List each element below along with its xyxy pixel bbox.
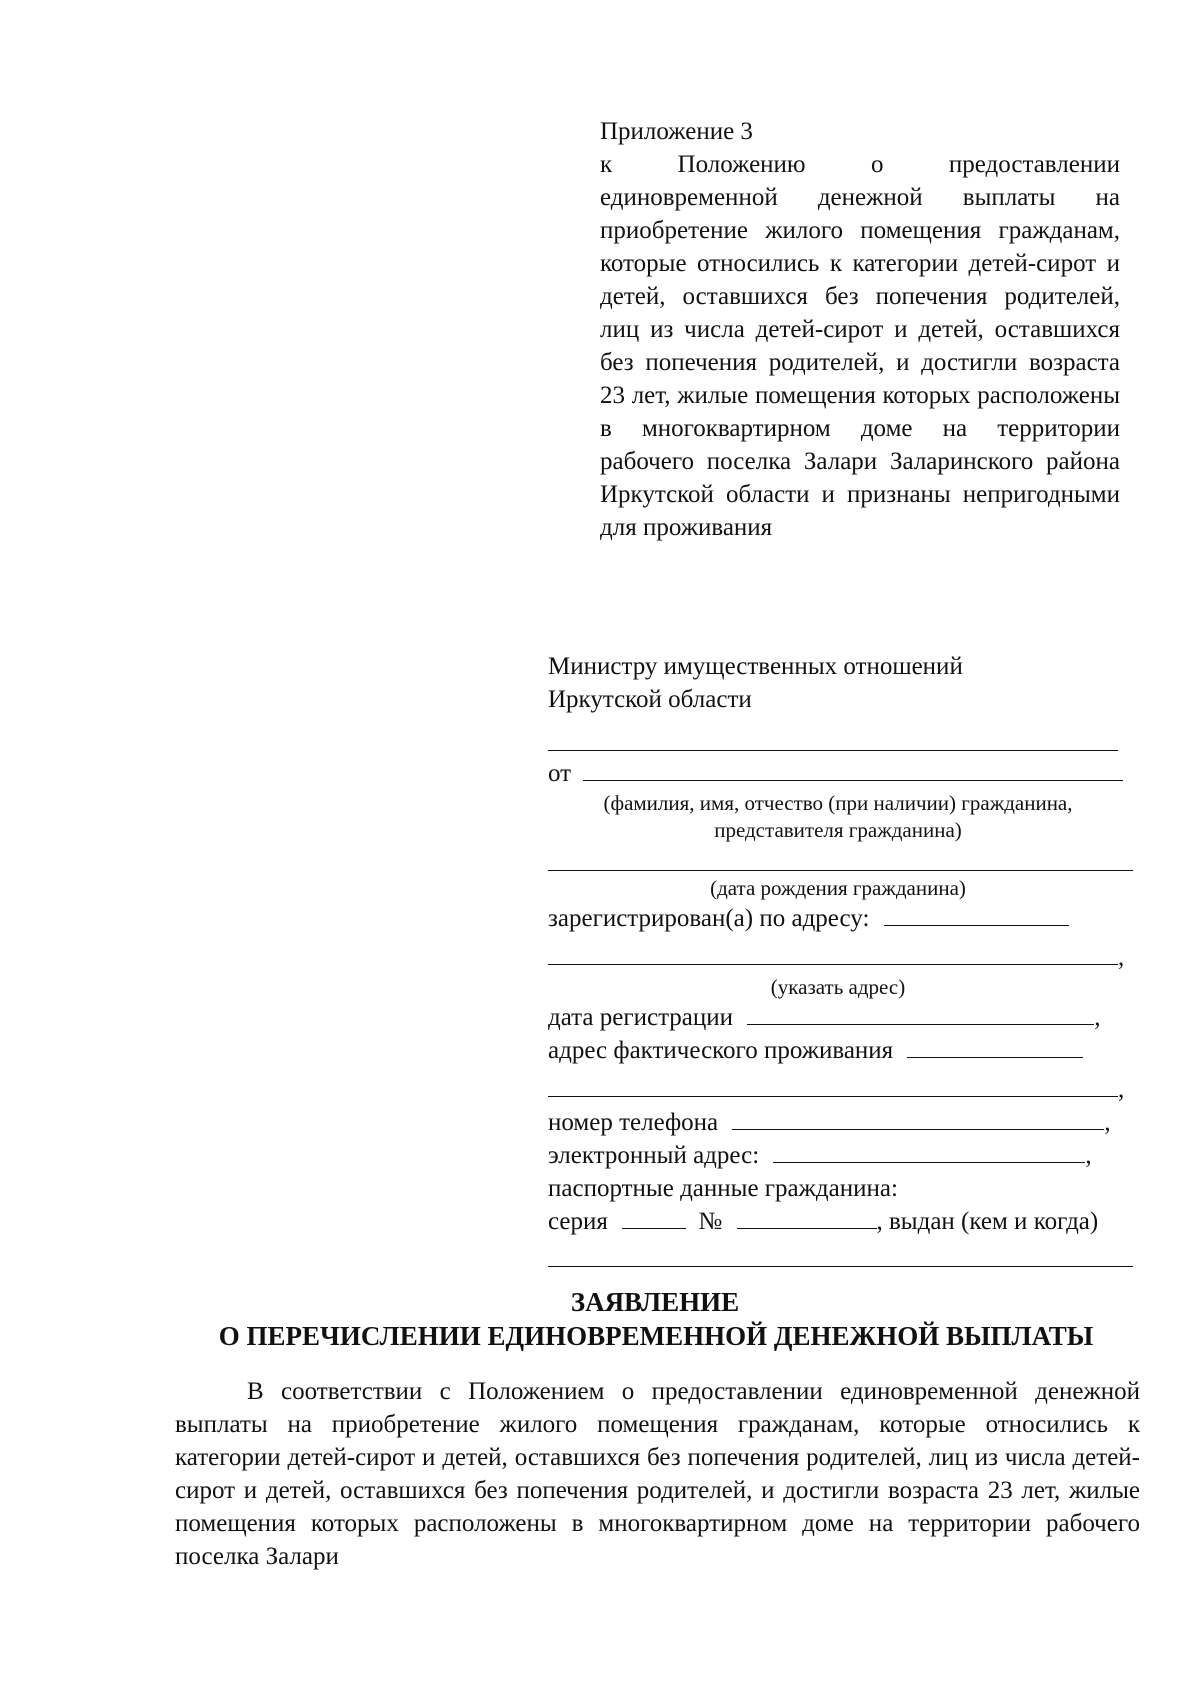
addressee-block: [548, 650, 1123, 716]
name-hint-1: (фамилия, имя, отчество (при наличии) гражданина,: [603, 791, 1073, 815]
phone-line: [732, 1107, 1104, 1130]
birth-date-line: [548, 848, 1133, 871]
name-hint-2: представителя гражданина): [714, 818, 962, 842]
comma: ,: [1085, 1142, 1092, 1169]
addressee-name-line: [548, 728, 1118, 751]
from-row: [548, 757, 1138, 790]
statement-heading-1: ЗАЯВЛЕНИЕ: [570, 1287, 740, 1317]
birth-date-hint: (дата рождения гражданина): [710, 876, 966, 900]
comma: ,: [1094, 1004, 1101, 1031]
registered-address-line-2: [548, 942, 1118, 965]
email-line: [773, 1140, 1085, 1163]
applicant-name-line: [583, 758, 1123, 781]
number-line: [737, 1206, 877, 1229]
actual-address-line-2: [548, 1074, 1118, 1097]
actual-address-label: адрес фактического проживания: [548, 1037, 894, 1064]
reg-date-label: дата регистрации: [548, 1004, 734, 1031]
addressee-line-2: Иркутской области: [548, 686, 752, 713]
reg-date-line: [747, 1002, 1094, 1025]
actual-address-line: [907, 1035, 1083, 1058]
issued-by-line: [548, 1244, 1133, 1267]
email-label: электронный адрес:: [548, 1142, 760, 1169]
reg-date-row: [548, 1001, 1138, 1034]
series-row: [548, 1205, 1138, 1238]
phone-row: [548, 1106, 1138, 1139]
series-line: [622, 1206, 686, 1229]
registered-address-row: [548, 941, 1138, 974]
series-label: серия: [548, 1208, 608, 1235]
comma: ,: [1118, 1076, 1125, 1103]
registered-row: [548, 902, 1138, 935]
registered-label: зарегистрирован(а) по адресу:: [548, 905, 870, 932]
from-label: от: [548, 760, 572, 787]
statement-text: В соответствии с Положением о предоставлении единовременной денежной выплаты на приобретение жилого помещения гражданам, которые относились к категории детей-сирот и детей, оставшихся без попечения родителей, лиц из числа детей-сирот и детей, оставшихся без попечения родителей, и достигли возраста 23 лет, жилые помещения которых расположены в многоквартирном доме на территории рабочего поселка Залари: [175, 1378, 1140, 1570]
registered-address-line: [884, 903, 1069, 926]
appendix-text: к Положению о предоставлении единовременной денежной выплаты на приобретение жилого помещения гражданам, которые относились к категории детей-сирот и детей, оставшихся без попечения родителей, лиц из числа детей-сирот и детей, оставшихся без попечения родителей, и достигли возраста 23 лет, жилые помещения которых расположены в многоквартирном доме на территории рабочего поселка Залари Заларинского района Иркутской области и признаны непригодными для проживания: [600, 151, 1120, 541]
comma: ,: [1104, 1109, 1111, 1136]
actual-address-row: [548, 1034, 1138, 1067]
number-label: №: [698, 1208, 723, 1235]
applicant-form: [548, 728, 1138, 1267]
statement-heading-2: О ПЕРЕЧИСЛЕНИИ ЕДИНОВРЕМЕННОЙ ДЕНЕЖНОЙ ВЫПЛАТЫ: [218, 1321, 1094, 1351]
issued-label: , выдан (кем и когда): [876, 1208, 1099, 1235]
email-row: [548, 1139, 1138, 1172]
passport-row: [548, 1172, 1138, 1205]
passport-label: паспортные данные гражданина:: [548, 1175, 898, 1202]
appendix-title: Приложение 3: [600, 118, 753, 145]
comma: ,: [1118, 944, 1125, 971]
phone-label: номер телефона: [548, 1109, 719, 1136]
address-hint: (указать адрес): [770, 975, 906, 999]
actual-address-row-2: [548, 1073, 1138, 1106]
statement-heading: [0, 1285, 1200, 1353]
addressee-line-1: Министру имущественных отношений: [548, 653, 963, 680]
appendix-block: [600, 115, 1120, 544]
